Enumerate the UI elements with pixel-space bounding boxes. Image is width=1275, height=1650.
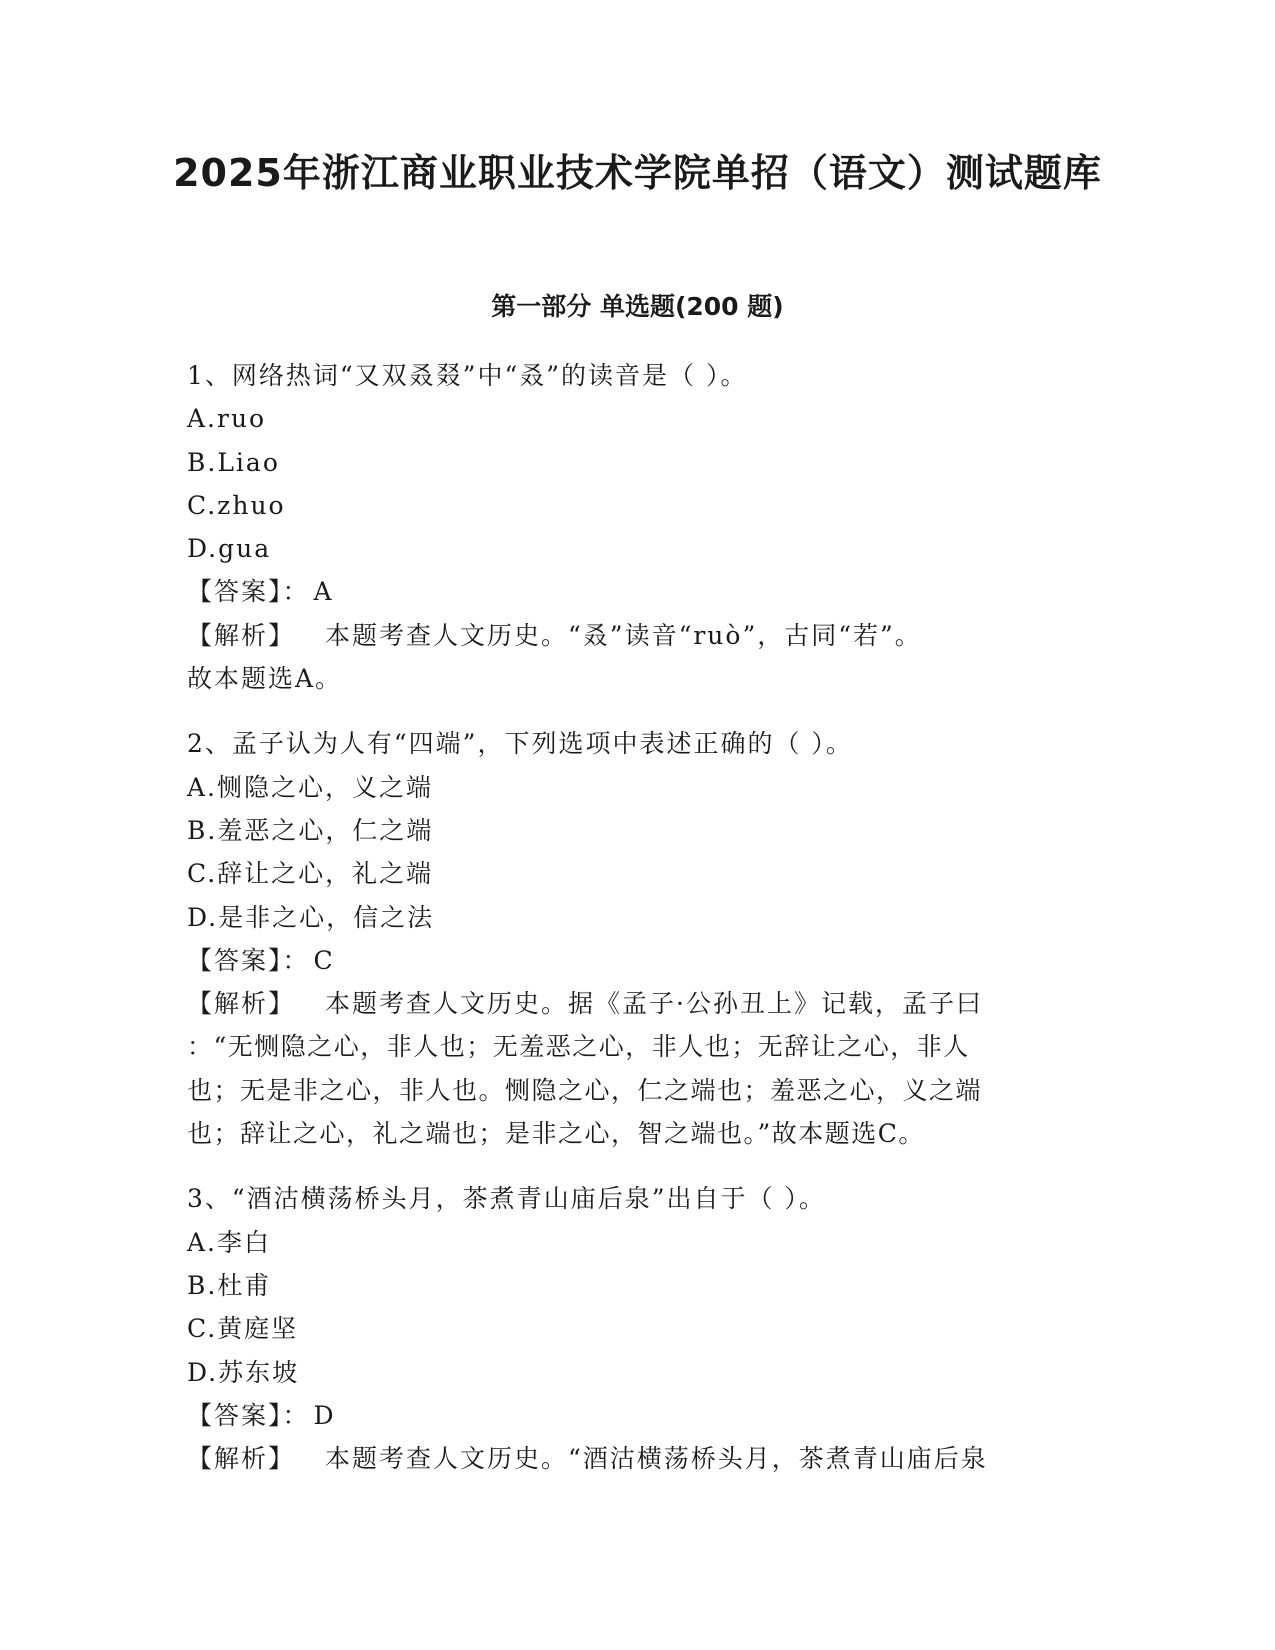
option-b: B.羞恶之心，仁之端 [187, 815, 434, 845]
answer-value: A [313, 577, 334, 607]
question-1 [187, 354, 1067, 700]
option-c: C.黄庭坚 [187, 1314, 299, 1344]
analysis-text: 本题考查人文历史。据《孟子·公孙丑上》记载，孟子曰 [325, 989, 983, 1019]
question-stem: 1、网络热词“又双叒叕”中“叒”的读音是（ ）。 [187, 361, 748, 390]
document-title: 2025年浙江商业职业技术学院单招（语文）测试题库 [173, 151, 1102, 195]
option-c: C.zhuo [187, 490, 286, 520]
option-c: C.辞让之心，礼之端 [187, 859, 434, 889]
analysis-text: 本题考查人文历史。“酒沽横荡桥头月，茶煮青山庙后泉 [325, 1444, 988, 1474]
question-stem: 2、孟子认为人有“四端”，下列选项中表述正确的（ ）。 [187, 729, 853, 759]
analysis-line [187, 1437, 1067, 1480]
answer-line [187, 570, 1067, 613]
answer-label: 【答案】： [187, 945, 310, 975]
option-d: D.是非之心，信之法 [187, 902, 435, 932]
analysis-text: 也；辞让之心，礼之端也；是非之心，智之端也。”故本题选C。 [187, 1119, 925, 1149]
answer-line [187, 1394, 1067, 1437]
option-a: A.李白 [187, 1227, 272, 1257]
answer-value: D [313, 1400, 336, 1430]
answer-line [187, 939, 1067, 982]
question-list [187, 354, 1067, 1480]
analysis-line [187, 982, 1067, 1025]
option-b: B.杜甫 [187, 1270, 272, 1300]
option-b: B.Liao [187, 447, 280, 477]
answer-value: C [313, 945, 335, 975]
question-2 [187, 722, 1067, 1155]
option-d: D.gua [187, 534, 272, 564]
answer-label: 【答案】： [187, 577, 310, 607]
answer-label: 【答案】： [187, 1400, 310, 1430]
question-stem: 3、“酒沽横荡桥头月，茶煮青山庙后泉”出自于（ ）。 [187, 1184, 826, 1214]
section-heading: 第一部分 单选题(200 题) [491, 292, 784, 321]
analysis-text: ：“无恻隐之心，非人也；无羞恶之心，非人也；无辞让之心，非人 [187, 1032, 970, 1062]
analysis-label: 【解析】 [187, 989, 296, 1019]
option-d: D.苏东坡 [187, 1357, 300, 1387]
analysis-text: 也；无是非之心，非人也。恻隐之心，仁之端也；羞恶之心，义之端 [187, 1075, 983, 1105]
option-a: A.ruo [187, 404, 267, 434]
analysis-text: 本题考查人文历史。“叒”读音“ruò”，古同“若”。 [325, 620, 922, 650]
analysis-text: 故本题选A。 [187, 664, 343, 694]
analysis-line [187, 614, 1067, 657]
option-a: A.恻隐之心，义之端 [187, 772, 434, 802]
analysis-label: 【解析】 [187, 1444, 296, 1474]
analysis-label: 【解析】 [187, 620, 296, 650]
question-3 [187, 1177, 1067, 1480]
